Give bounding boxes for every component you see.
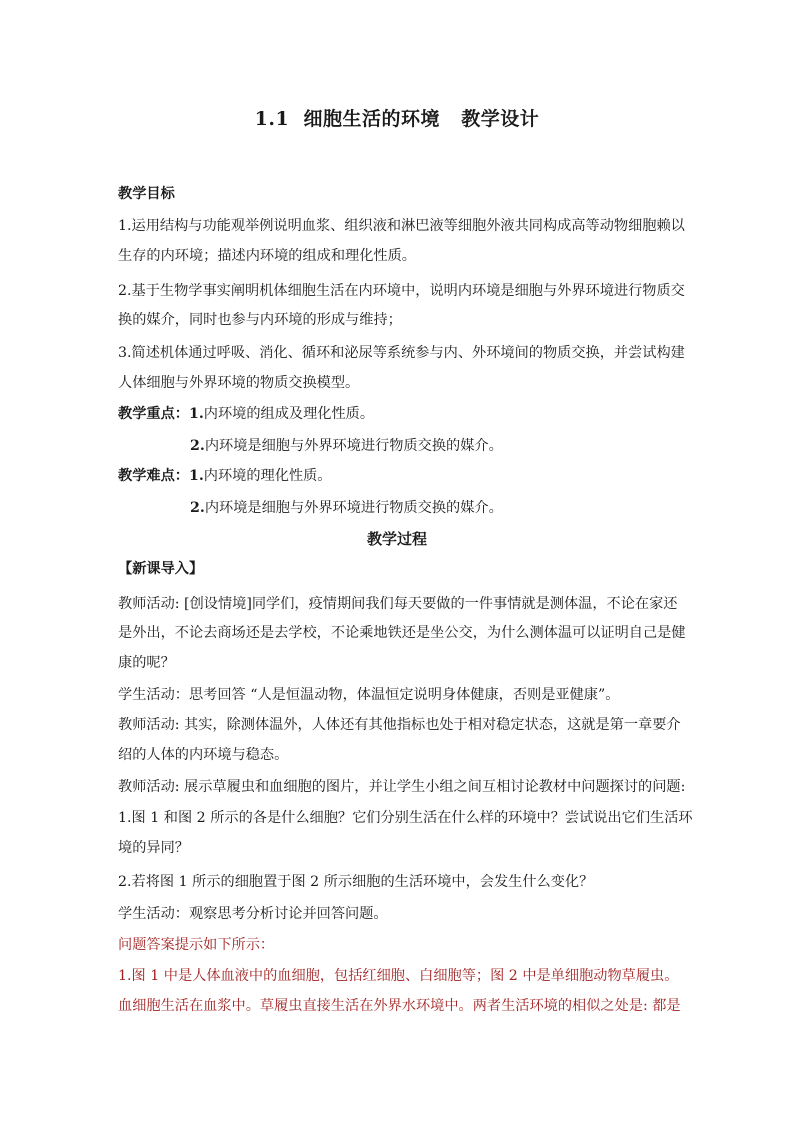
difficulty-row-2 <box>190 498 750 518</box>
intro-heading: 【新课导入】 <box>118 561 204 577</box>
student-activity-1: 学生活动：思考回答 “人是恒温动物，体温恒定说明身体健康，否则是亚健康”。 <box>118 687 620 703</box>
student-activity-2: 学生活动：观察思考分析讨论并回答问题。 <box>118 906 388 922</box>
difficulty-2-number: 2. <box>190 500 205 516</box>
goal-3-line-2: 人体细胞与外界环境的物质交换模型。 <box>118 375 360 391</box>
goal-1-line-2: 生存的内环境；描述内环境的组成和理化性质。 <box>118 248 416 264</box>
goal-2-line-1: 2.基于生物学事实阐明机体细胞生活在内环境中，说明内环境是细胞与外界环境进行物质交 <box>118 283 685 299</box>
question-1-line-1: 1.图 1 和图 2 所示的各是什么细胞？它们分别生活在什么样的环境中？尝试说出它们生活环 <box>118 810 693 826</box>
goal-1-line-1: 1.运用结构与功能观举例说明血浆、组织液和淋巴液等细胞外液共同构成高等动物细胞赖以 <box>118 218 685 234</box>
teacher-activity-2-line-2: 绍的人体的内环境与稳态。 <box>118 747 289 763</box>
key-points-label: 教学重点： <box>118 406 189 422</box>
key-point-1-text: 内环境的组成及理化性质。 <box>203 406 375 422</box>
difficulty-1-text: 内环境的理化性质。 <box>203 468 332 484</box>
goal-2-line-2: 换的媒介，同时也参与内环境的形成与维持； <box>118 312 402 328</box>
difficulty-1-number: 1. <box>188 468 204 484</box>
teacher-activity-2-line-1: 教师活动: 其实，除测体温外，人体还有其他指标也处于相对稳定状态，这就是第一章要介 <box>118 717 681 733</box>
goal-3-line-1: 3.简述机体通过呼吸、消化、循环和泌尿等系统参与内、外环境间的物质交换，并尝试构建 <box>118 345 685 361</box>
teacher-activity-1-line-2: 是外出，不论去商场还是去学校，不论乘地铁还是坐公交，为什么测体温可以证明自己是健 <box>118 625 686 641</box>
key-point-2-number: 2. <box>190 438 205 454</box>
teacher-activity-1-line-1: 教师活动: [创设情境]同学们，疫情期间我们每天要做的一件事情就是测体温，不论在家还 <box>118 596 678 612</box>
answer-1-line-2: 血细胞生活在血浆中。草履虫直接生活在外界水环境中。两者生活环境的相似之处是: 都是 <box>118 998 681 1014</box>
teacher-activity-1-line-3: 康的呢？ <box>118 655 175 671</box>
answer-1-line-1: 1.图 1 中是人体血液中的血细胞，包括红细胞、白细胞等；图 2 中是单细胞动物草履虫。 <box>118 968 679 984</box>
difficulty-label: 教学难点： <box>118 468 189 484</box>
key-points-row-2 <box>190 436 750 456</box>
teacher-activity-3: 教师活动: 展示草履虫和血细胞的图片，并让学生小组之间互相讨论教材中问题探讨的问题: <box>118 779 686 795</box>
document-title: 1.1 细胞生活的环境 教学设计 <box>254 108 540 130</box>
question-2: 2.若将图 1 所示的细胞置于图 2 所示细胞的生活环境中，会发生什么变化？ <box>118 874 594 890</box>
difficulty-row-1 <box>118 466 678 486</box>
key-point-1-number: 1. <box>188 406 204 422</box>
difficulty-2-text: 内环境是细胞与外界环境进行物质交换的媒介。 <box>204 500 503 516</box>
key-points-row-1 <box>118 404 678 424</box>
process-title: 教学过程 <box>366 530 427 548</box>
section-heading-goals: 教学目标 <box>118 186 175 202</box>
question-1-line-2: 境的异同？ <box>118 840 189 856</box>
answer-heading: 问题答案提示如下所示： <box>118 937 275 953</box>
key-point-2-text: 内环境是细胞与外界环境进行物质交换的媒介。 <box>204 438 503 454</box>
